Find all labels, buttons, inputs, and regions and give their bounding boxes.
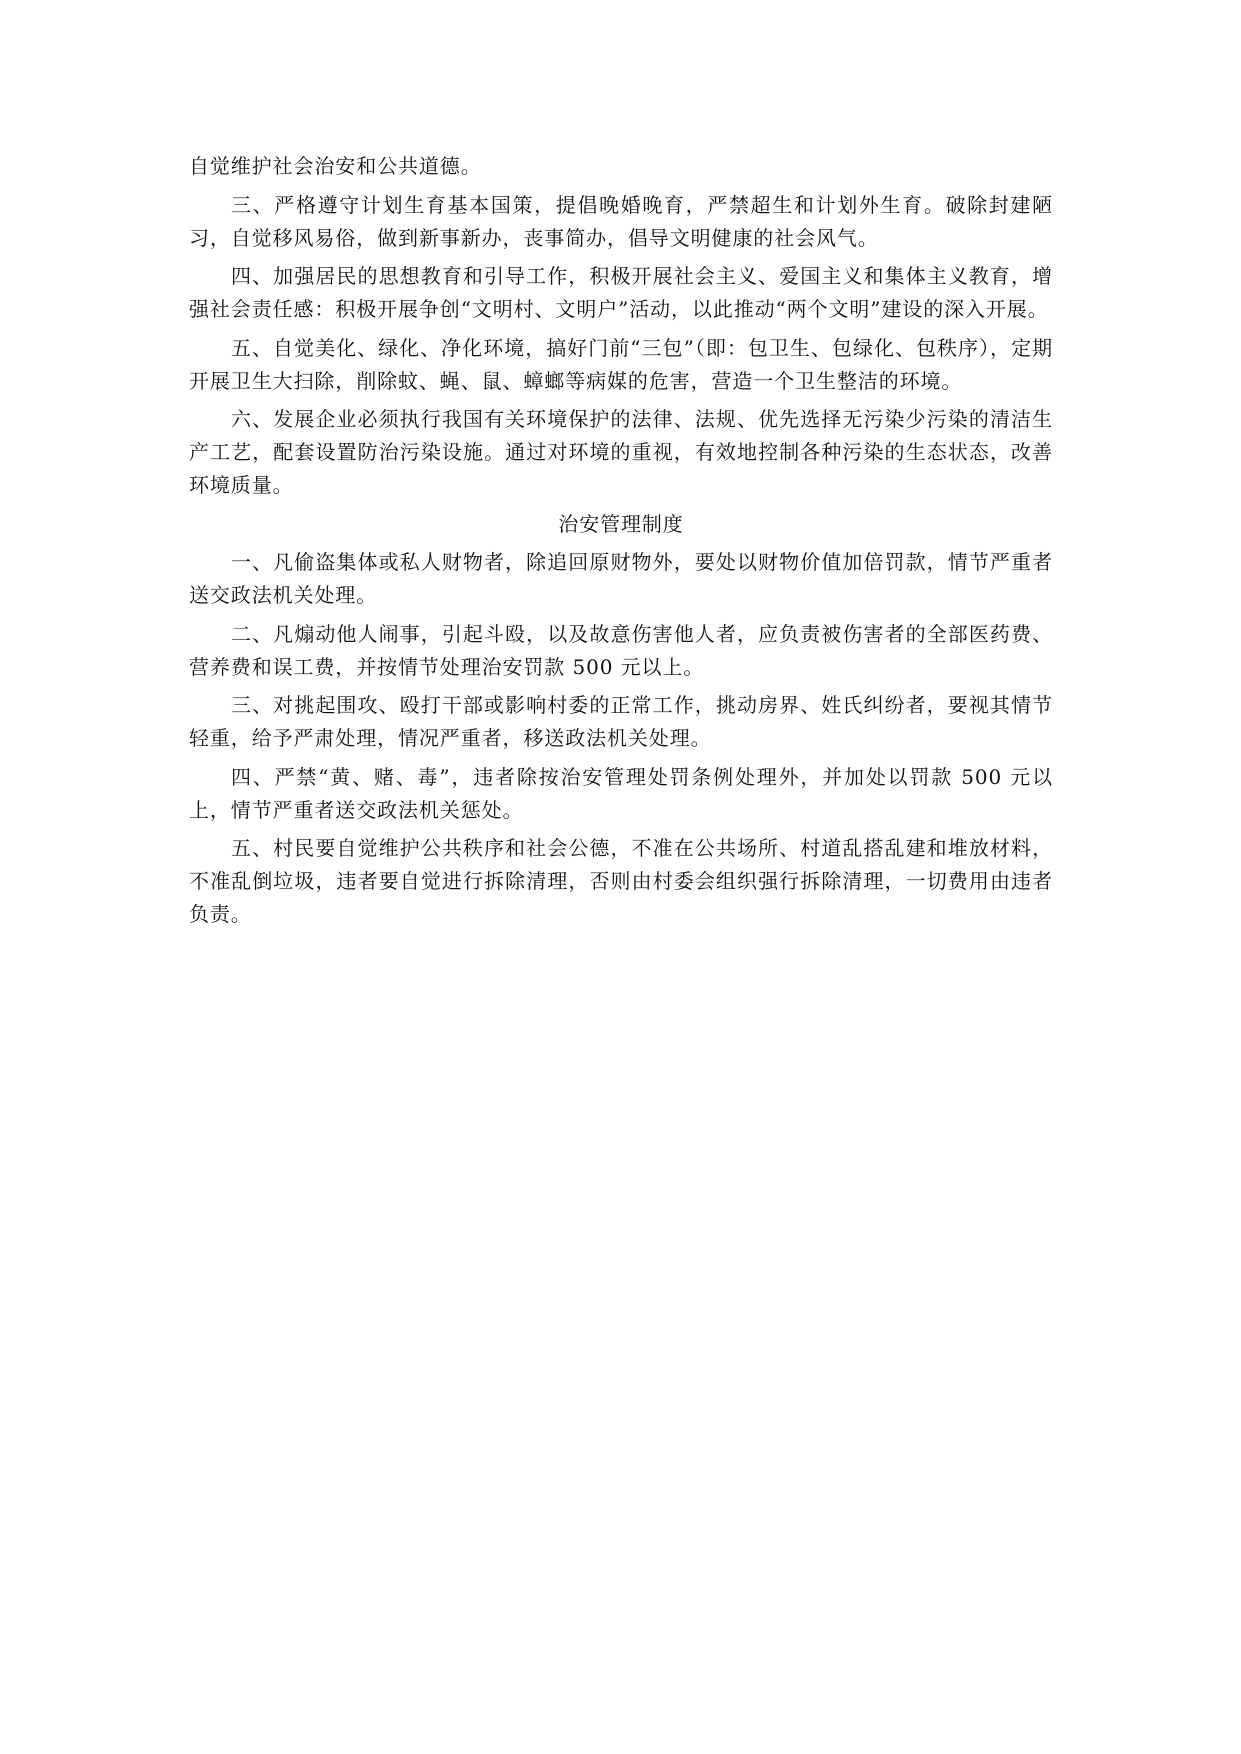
document-body bbox=[189, 150, 1053, 937]
rule-vice: 四、严禁“黄、赌、毒”，违者除按治安管理处罚条例处理外，并加处以罚款 500 元以上，情节严重者送交政法机关惩处。 bbox=[189, 764, 1053, 822]
paragraph-environment-hygiene: 五、自觉美化、绿化、净化环境，搞好门前“三包”（即：包卫生、包绿化、包秩序），定期开展卫生大扫除，削除蚊、蝇、鼠、蟑螂等病媒的危害，营造一个卫生整洁的环境。 bbox=[189, 335, 1053, 393]
rule-theft: 一、凡偷盗集体或私人财物者，除追回原财物外，要处以财物价值加倍罚款，情节严重者送交政法机关处理。 bbox=[189, 550, 1053, 607]
section-title: 治安管理制度 bbox=[558, 511, 684, 536]
paragraph-civic-education: 四、加强居民的思想教育和引导工作，积极开展社会主义、爱国主义和集体主义教育，增强社会责任感：积极开展争创“文明村、文明户”活动，以此推动“两个文明”建设的深入开展。 bbox=[189, 264, 1053, 321]
paragraph-family-planning: 三、严格遵守计划生育基本国策，提倡晚婚晚育，严禁超生和计划外生育。破除封建陋习，自觉移风易俗，做到新事新办，丧事简办，倡导文明健康的社会风气。 bbox=[189, 192, 1053, 250]
rule-public-order: 五、村民要自觉维护公共秩序和社会公德，不准在公共场所、村道乱搭乱建和堆放材料，不准乱倒垃圾，违者要自觉进行拆除清理，否则由村委会组织强行拆除清理，一切费用由违者负责。 bbox=[189, 836, 1053, 926]
rule-disturbance: 三、对挑起围攻、殴打干部或影响村委的正常工作，挑动房界、姓氏纠纷者，要视其情节轻重，给予严肃处理，情况严重者，移送政法机关处理。 bbox=[189, 693, 1053, 750]
rule-fighting: 二、凡煽动他人闹事，引起斗殴，以及故意伤害他人者，应负责被伤害者的全部医药费、营养费和误工费，并按情节处理治安罚款 500 元以上。 bbox=[189, 621, 1053, 679]
paragraph-environmental-protection: 六、发展企业必须执行我国有关环境保护的法律、法规、优先选择无污染少污染的清洁生产工艺，配套设置防治污染设施。通过对环境的重视，有效地控制各种污染的生态状态，改善环境质量。 bbox=[189, 407, 1053, 497]
opening-line: 自觉维护社会治安和公共道德。 bbox=[189, 154, 482, 178]
